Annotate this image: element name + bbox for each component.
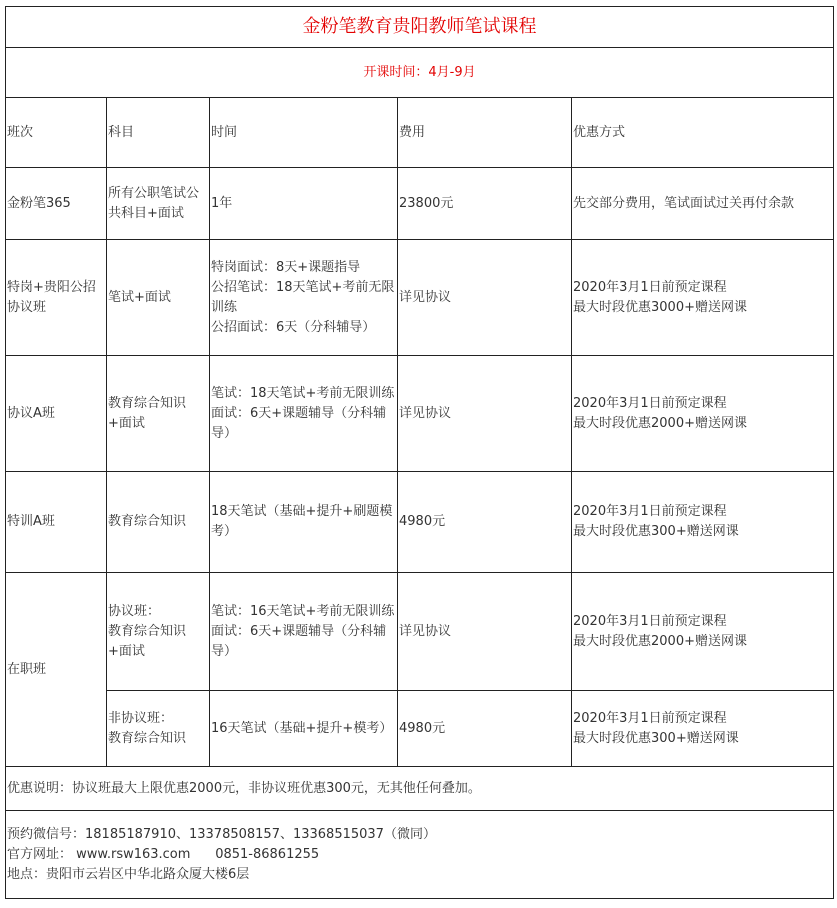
time-line: 面试：6天+课题辅导（分科辅导） (211, 623, 387, 659)
page-title: 金粉笔教育贵阳教师笔试课程 (6, 7, 834, 48)
table-row (6, 356, 834, 472)
class-name: 协议A班 (6, 356, 107, 472)
header-fee: 费用 (398, 98, 572, 168)
class-name: 特岗+贵阳公招协议班 (6, 240, 107, 356)
course-period: 开课时间：4月-9月 (6, 48, 834, 98)
time: 18天笔试（基础+提升+刷题模考） (210, 472, 398, 573)
header-row (6, 98, 834, 168)
subject (107, 573, 210, 691)
fee: 详见协议 (398, 573, 572, 691)
class-name: 在职班 (6, 573, 107, 767)
contact-address: 地点：贵阳市云岩区中华北路众厦大楼6层 (7, 866, 250, 882)
time (210, 356, 398, 472)
contact-website: 官方网址： www.rsw163.com 0851-86861255 (7, 846, 320, 862)
table-row (6, 573, 834, 691)
discount-line: 2020年3月1日前预定课程 (573, 613, 727, 629)
time: 1年 (210, 168, 398, 240)
time-line: 面试：6天+课题辅导（分科辅导） (211, 405, 387, 441)
fee: 详见协议 (398, 356, 572, 472)
header-time: 时间 (210, 98, 398, 168)
fee: 详见协议 (398, 240, 572, 356)
subject-line: 非协议班： (108, 710, 174, 726)
discount-line: 最大时段优惠2000+赠送网课 (573, 633, 747, 649)
class-name: 金粉笔365 (6, 168, 107, 240)
course-table (5, 6, 834, 899)
discount: 先交部分费用，笔试面试过关再付余款 (572, 168, 834, 240)
table-row (6, 472, 834, 573)
time: 16天笔试（基础+提升+模考） (210, 691, 398, 767)
header-subject: 科目 (107, 98, 210, 168)
header-class: 班次 (6, 98, 107, 168)
subject: 教育综合知识 (107, 472, 210, 573)
header-discount: 优惠方式 (572, 98, 834, 168)
discount-line: 最大时段优惠300+赠送网课 (573, 524, 739, 539)
discount-line: 最大时段优惠2000+赠送网课 (573, 415, 747, 431)
subject (107, 691, 210, 767)
discount-note: 优惠说明：协议班最大上限优惠2000元，非协议班优惠300元，无其他任何叠加。 (6, 767, 834, 811)
discount-line: 2020年3月1日前预定课程 (573, 710, 727, 726)
time (210, 240, 398, 356)
time-line: 公招笔试：18天笔试+考前无限训练 (211, 279, 395, 315)
discount-line: 2020年3月1日前预定课程 (573, 279, 727, 295)
discount-line: 2020年3月1日前预定课程 (573, 395, 727, 411)
fee: 4980元 (398, 691, 572, 767)
discount (572, 472, 834, 573)
subject-line: 协议班： (108, 603, 161, 619)
discount (572, 240, 834, 356)
fee: 4980元 (398, 472, 572, 573)
time-line: 特岗面试：8天+课题指导 (211, 259, 361, 275)
subject-line: 教育综合知识+面试 (108, 623, 187, 659)
subject: 所有公职笔试公共科目+面试 (107, 168, 210, 240)
contact-wechat: 预约微信号：18185187910、13378508157、13368515037（微同） (7, 826, 436, 842)
subject: 教育综合知识+面试 (107, 356, 210, 472)
fee: 23800元 (398, 168, 572, 240)
discount (572, 691, 834, 767)
table-row (6, 168, 834, 240)
discount (572, 356, 834, 472)
discount (572, 573, 834, 691)
contact-info (6, 811, 834, 899)
discount-line: 最大时段优惠300+赠送网课 (573, 730, 739, 746)
discount-line: 2020年3月1日前预定课程 (573, 504, 727, 519)
time-line: 笔试：18天笔试+考前无限训练 (211, 385, 395, 401)
time-line: 公招面试：6天（分科辅导） (211, 319, 376, 335)
time-line: 笔试：16天笔试+考前无限训练 (211, 603, 395, 619)
subject: 笔试+面试 (107, 240, 210, 356)
table-row (6, 240, 834, 356)
table-row (6, 691, 834, 767)
discount-line: 最大时段优惠3000+赠送网课 (573, 299, 747, 315)
class-name: 特训A班 (6, 472, 107, 573)
time (210, 573, 398, 691)
subject-line: 教育综合知识 (108, 730, 187, 746)
